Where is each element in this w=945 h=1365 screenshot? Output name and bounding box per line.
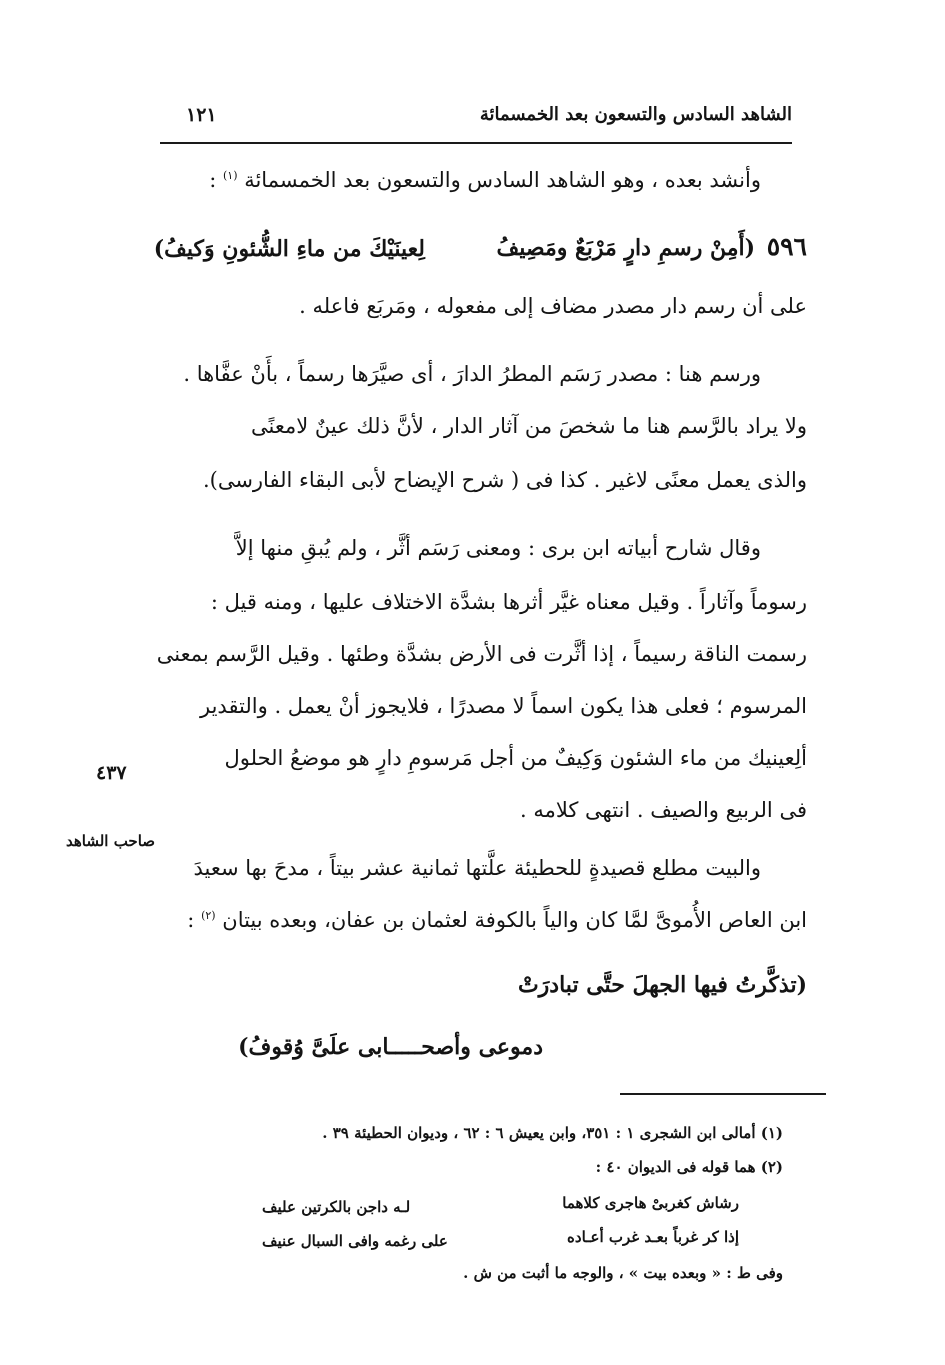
p4-line2 [187, 908, 807, 932]
p2-line2: ولا يراد بالرَّسم هنا ما شخصَ من آثار الدار ، لأنَّ ذلك عينٌ لامعنًى [250, 414, 807, 438]
p4-line1: والبيت مطلع قصيدةٍ للحطيئة علَّتها ثمانية عشر بيتاً ، مدحَ بها سعيدَ [193, 856, 761, 880]
p3-line2: رسوماً وآثاراً . وقيل معناه غيَّر أثرها بشدَّة الاختلاف عليها ، ومنه قيل : [210, 590, 807, 614]
couplet-line2: دموعى وأصحـــــابى علَىَّ وُقوفُ) [238, 1034, 543, 1060]
p3-line1: وقال شارح أبياته ابن برى : ومعنى رَسَم أثَّر ، ولم يُبقِ منها إلاَّ [235, 536, 761, 560]
footnote-2: (٢) هما قوله فى الديوان ٤٠ : [595, 1158, 783, 1176]
header-rule [160, 142, 792, 144]
footnote-1: (١) أمالى ابن الشجرى ١ : ٣٥١، وابن يعيش ٦ : ٦٢ ، وديوان الحطيئة ٣٩ . [322, 1124, 783, 1142]
footnote-rule [620, 1093, 826, 1095]
verse-596-first [496, 232, 807, 261]
p2-line3: والذى يعمل معنًى لاغير . كذا فى ( شرح الإيضاح لأبى البقاء الفارسى). [202, 468, 807, 492]
verse-number: ٥٩٦ [766, 232, 807, 261]
p4-line2-text: ابن العاص الأُموىَّ لمَّا كان والياً بالكوفة لعثمان بن عفان، وبعده بيتان [222, 908, 807, 932]
footnote-ref-2: (٢) [201, 909, 216, 922]
page-number: ١٢١ [186, 104, 217, 126]
footnote-ref-1: (١) [223, 169, 238, 182]
footnote-poem-2-right: إذا كر غرباً بعـد غرب أعـاده [567, 1228, 739, 1246]
running-title: الشاهد السادس والتسعون بعد الخمسمائة [479, 104, 792, 125]
verse-596-second [154, 236, 425, 262]
p4-colon: : [187, 908, 195, 932]
footnote-3: وفى ط : « وبعده بيت » ، والوجه ما أثبت من ش . [463, 1264, 783, 1282]
p1-line1: على أن رسم دار مصدر مضاف إلى مفعوله ، ومَربَع فاعله . [299, 294, 807, 318]
couplet-line1: (تذكَّرتُ فيها الجهلَ حتَّى تبادرَتْ [517, 972, 807, 998]
p3-line5: ألِعينيك من ماء الشئون وَكِيفٌ من أجل مَرسومِ دارٍ هو موضعُ الحلول [224, 746, 807, 770]
p3-line4: المرسوم ؛ فعلى هذا يكون اسماً لا مصدرًا ، فلايجوز أنْ يعمل . والتقدير [199, 694, 807, 718]
page-header [160, 104, 792, 134]
margin-page-ref: ٤٣٧ [96, 762, 127, 784]
p3-line3: رسمت الناقة رسيماً ، إذا أثَّرت فى الأرض بشدَّة وطئها . وقيل الرَّسم بمعنى [156, 642, 807, 666]
footnote-poem-1-right: رشاش كغربىْ هاجرى كلاهما [562, 1194, 739, 1212]
verse-second-hemistich: لِعينَيْكَ من ماءِ الشُّئونِ وَكيفُ) [153, 236, 425, 262]
verse-first-hemistich: (أَمِنْ رسمِ دارٍ مَرْبَعٌ ومَصِيفُ [496, 235, 756, 261]
intro-text: وأنشد بعده ، وهو الشاهد السادس والتسعون بعد الخمسمائة [244, 168, 761, 192]
intro-line [209, 168, 761, 192]
footnote-poem-1-left: لـه داجن بالكرتين عليف [262, 1198, 411, 1216]
intro-colon: : [209, 168, 217, 192]
p3-line6: فى الربيع والصيف . انتهى كلامه . [519, 798, 807, 822]
footnote-poem-2-left: على رغمه وافى السبال عنيف [262, 1232, 448, 1250]
p2-line1: ورسم هنا : مصدر رَسَم المطرُ الدارَ ، أى صيَّرَها رسماً ، بأَنْ عفَّاها . [183, 362, 761, 386]
margin-section-note: صاحب الشاهد [66, 832, 156, 850]
